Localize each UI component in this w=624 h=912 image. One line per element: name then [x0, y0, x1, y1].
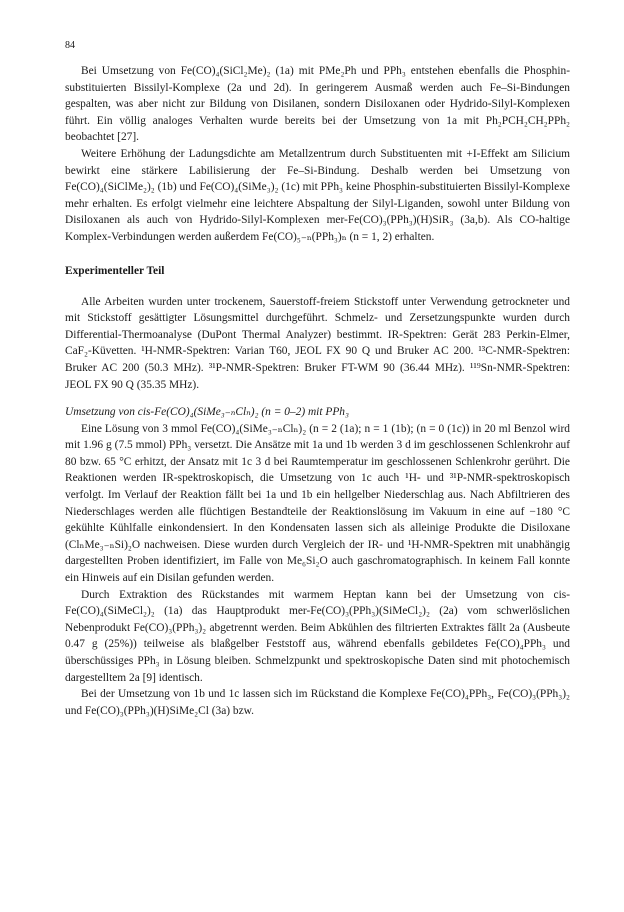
- procedure-paragraph-3: Bei der Umsetzung von 1b und 1c lassen sich im Rückstand die Komplexe Fe(CO)₄PPh₃, Fe(CO)₃(PPh₃)₂ und Fe(CO)₃(PPh₃)(H)SiMe₂Cl (3a) bzw.: [65, 688, 570, 717]
- intro-paragraph-2: Weitere Erhöhung der Ladungsdichte am Metallzentrum durch Substituenten mit +I-Effekt am Silicium bewirkt eine stärkere Labilisierung der Fe–Si-Bindung. Deshalb werden bei Umsetzung von Fe(CO)₄(SiClMe₂)₂ (1b) und Fe(CO)₄(SiMe₃)₂ (1c) mit PPh₃ keine Phosphin-substituierten Bissilyl-Komplexe mehr erhalten. Es erfolgt vielmehr eine leichtere Abspaltung der Silyl-Liganden, sowohl unter Bildung von Disiloxanen als auch von Hydrido-Silyl-Komplexen mer-Fe(CO)₃(PPh₃)(H)SiR₃ (3a,b). Als CO-haltige Komplex-Verbindungen werden außerdem Fe(CO)₅₋ₙ(PPh₃)ₙ (n = 1, 2) erhalten.: [65, 147, 570, 243]
- page-number: 84: [65, 40, 75, 51]
- procedure-subheading: Umsetzung von cis-Fe(CO)₄(SiMe₃₋ₙClₙ)₂ (n = 0–2) mit PPh₃: [65, 406, 349, 419]
- procedure-paragraph-2: Durch Extraktion des Rückstandes mit warmem Heptan kann bei der Umsetzung von cis-Fe(CO)₄(SiMeCl₂)₂ (1a) das Hauptprodukt mer-Fe(CO)₃(PPh₃)(SiMeCl₂)₂ (2a) vom schwerlöslichen Nebenprodukt Fe(CO)₃(PPh₃)₂ abgetrennt werden. Beim Abkühlen des filtrierten Extraktes fällt 2a (Ausbeute 0.47 g (25%)) teilweise als blaßgelber Feststoff aus, während ebenfalls gebildetes Fe(CO)₄PPh₃ und überschüssiges PPh₃ in Lösung bleiben. Schmelzpunkt und spektroskopische Daten sind mit photochemisch dargestelltem 2a [9] identisch.: [65, 588, 570, 684]
- intro-paragraph-1: Bei Umsetzung von Fe(CO)₄(SiCl₂Me)₂ (1a) mit PMe₂Ph und PPh₃ entstehen ebenfalls die Phosphin-substituierten Bissilyl-Komplexe (2a und 2d). In geringerem Ausmaß werden auch Fe–Si-Bindungen gespalten, was aber nicht zur Bildung von Disilanen, sondern Disiloxanen oder Hydrido-Silyl-Komplexen führt. Ein völlig analoges Verhalten wurde bereits bei der Umsetzung von 1a mit Ph₂PCH₂CH₂PPh₂ beobachtet [27].: [65, 65, 570, 144]
- section-heading-experimental: Experimenteller Teil: [65, 264, 165, 277]
- document-page: [65, 40, 570, 719]
- experimental-paragraph: Alle Arbeiten wurden unter trockenem, Sauerstoff-freiem Stickstoff unter Verwendung getrockneter und mit Stickstoff gesättigter Lösungsmittel durchgeführt. Schmelz- und Zersetzungspunkte wurden durch Differential-Thermoanalyse (DuPont Thermal Analyzer) bestimmt. IR-Spektren: Gerät 283 Perkin-Elmer, CaF₂-Küvetten. ¹H-NMR-Spektren: Varian T60, JEOL FX 90 Q und Bruker AC 200. ¹³C-NMR-Spektren: Bruker AC 200 (50.3 MHz). ³¹P-NMR-Spektren: Bruker FT-WM 90 (36.44 MHz). ¹¹⁹Sn-NMR-Spektren: JEOL FX 90 Q (35.35 MHz).: [65, 295, 570, 391]
- procedure-paragraph-1: Eine Lösung von 3 mmol Fe(CO)₄(SiMe₃₋ₙClₙ)₂ (n = 2 (1a); n = 1 (1b); (n = 0 (1c)) in 20 ml Benzol wird mit 1.96 g (7.5 mmol) PPh₃ versetzt. Die Ansätze mit 1a und 1b werden 3 d im geschlossenen Schlenkrohr auf 80 bzw. 65 °C erhitzt, der Ansatz mit 1c 3 d bei Raumtemperatur im geschlossenen Schlenkrohr gerührt. Die Reaktionen werden IR-spektroskopisch, die Umsetzung von 1c auch ¹H- und ³¹P-NMR-spektroskopisch verfolgt. Im Verlauf der Reaktion fällt bei 1a und 1b ein hellgelber Niederschlag aus. Nach Abfiltrieren des Niederschlages werden alle flüchtigen Bestandteile der Reaktionslösung im Vakuum in eine auf −180 °C gekühlte Kühlfalle einkondensiert. In den Kondensaten lassen sich als alleinige Produkte die Disiloxane (ClₙMe₃₋ₙSi)₂O nachweisen. Diese wurden durch Vergleich der IR- und ¹H-NMR-Spektren mit unabhängig dargestellten Proben identifiziert, im Falle von Me₆Si₂O auch gaschromatographisch. In keinem Fall konnte ein Hinweis auf ein Disilan gefunden werden.: [65, 422, 570, 585]
